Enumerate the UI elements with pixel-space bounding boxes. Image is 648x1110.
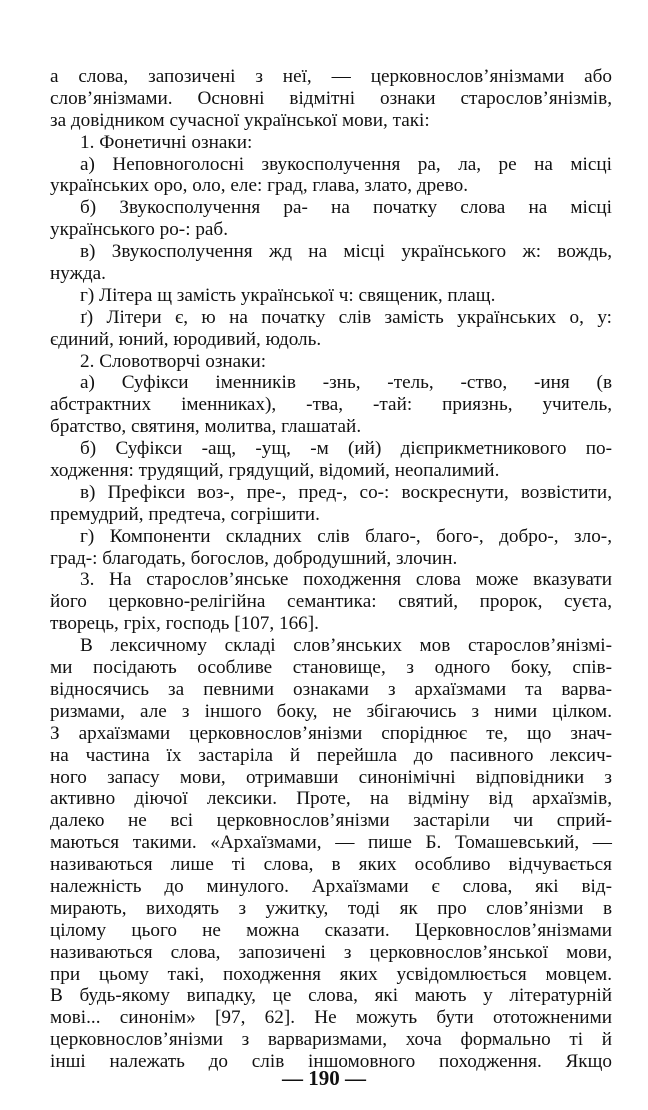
text-line: 3. На старослов’янське походження слова може вказувати	[80, 569, 612, 591]
text-line: г) Літера щ замість української ч: священик, плащ.	[80, 284, 496, 306]
text-line: абстрактних іменниках), -тва, -тай: приязнь, учитель,	[50, 394, 612, 416]
text-line: З архаїзмами церковнослов’янізми споріднює те, що знач-	[50, 722, 612, 744]
text-line: інші належать до слів іншомовного походження. Якщо	[50, 1051, 612, 1073]
text-line: в) Звукосполучення жд на місці українського ж: вождь,	[80, 241, 612, 263]
text-line: церковнослов’янізми з варваризмами, хоча формально ті й	[50, 1029, 612, 1051]
text-line: нужда.	[50, 263, 106, 285]
text-line: належність до минулого. Архаїзмами є слова, які від-	[50, 875, 612, 897]
text-line: град-: благодать, богослов, добродушний, злочин.	[50, 547, 458, 569]
text-line: в) Префікси воз-, пре-, пред-, со-: воскреснути, возвістити,	[80, 481, 612, 503]
text-line: далеко не всі церковнослов’янізми застаріли чи сприй-	[50, 810, 612, 832]
text-line: 2. Словотворчі ознаки:	[80, 350, 267, 372]
text-line: б) Суфікси -ащ, -ущ, -м (ий) дієприкметникового по-	[80, 438, 612, 460]
text-line: творець, гріх, господь [107, 166].	[50, 613, 319, 635]
text-line: відносячись за певними ознаками з архаїзмами та варва-	[50, 678, 612, 700]
text-line: при цьому такі, походження яких усвідомлюється мовцем.	[50, 963, 612, 985]
text-line: цілому цього не можна сказати. Церковнослов’янізмами	[50, 919, 612, 941]
text-line: братство, святиня, молитва, глашатай.	[50, 416, 362, 438]
text-line: В будь-якому випадку, це слова, які мають у літературній	[50, 985, 612, 1007]
text-line: слов’янізмами. Основні відмітні ознаки старослов’янізмів,	[50, 87, 612, 109]
page-number: — 190 —	[282, 1066, 366, 1090]
page-body	[50, 66, 612, 1073]
text-line: його церковно-релігійна семантика: святий, пророк, суєта,	[50, 591, 612, 613]
text-line: за довідником сучасної української мови, такі:	[50, 109, 430, 131]
text-line: В лексичному складі слов’янських мов старослов’янізмі-	[80, 635, 612, 657]
text-line: ми посідають особливе становище, з одного боку, спів-	[50, 657, 612, 679]
text-line: ризмами, але з іншого боку, не збігаючись з ними цілком.	[50, 700, 612, 722]
text-line: мові... синонім» [97, 62]. Не можуть бути ототожненими	[50, 1007, 612, 1029]
text-line: ного запасу мови, отримавши синонімічні відповідники з	[50, 766, 612, 788]
text-line: називаються слова, запозичені з церковнослов’янської мови,	[50, 941, 612, 963]
text-line: на частина їх застаріла й перейшла до пасивного лексич-	[50, 744, 612, 766]
text-line: премудрий, предтеча, согрішити.	[50, 503, 320, 525]
text-line: а слова, запозичені з неї, — церковнослов’янізмами або	[50, 66, 612, 87]
text-line: називаються лише ті слова, в яких особливо відчувається	[50, 854, 612, 876]
text-line: г) Компоненти складних слів благо-, бого-, добро-, зло-,	[80, 525, 612, 547]
text-line: ходження: трудящий, грядущий, відомий, неопалимий.	[50, 460, 500, 482]
text-line: б) Звукосполучення ра- на початку слова на місці	[80, 197, 612, 219]
text-line: українського ро-: раб.	[50, 219, 228, 241]
text-line: єдиний, юний, юродивий, юдоль.	[50, 328, 322, 350]
text-line: мирають, виходять з ужитку, тоді як про слов’янізми в	[50, 897, 612, 919]
text-line: українських оро, оло, еле: град, глава, злато, древо.	[50, 175, 469, 197]
text-line: 1. Фонетичні ознаки:	[80, 131, 253, 153]
text-line: ґ) Літери є, ю на початку слів замість українських о, у:	[80, 306, 612, 328]
text-line: маються такими. «Архаїзмами, — пише Б. Томашевський, —	[50, 832, 612, 854]
text-line: а) Суфікси іменників -знь, -тель, -ство, -иня (в	[80, 372, 612, 394]
text-line: активно діючої лексики. Проте, на відміну від архаїзмів,	[50, 788, 612, 810]
text-line: а) Неповноголосні звукосполучення ра, ла, ре на місці	[80, 153, 612, 175]
